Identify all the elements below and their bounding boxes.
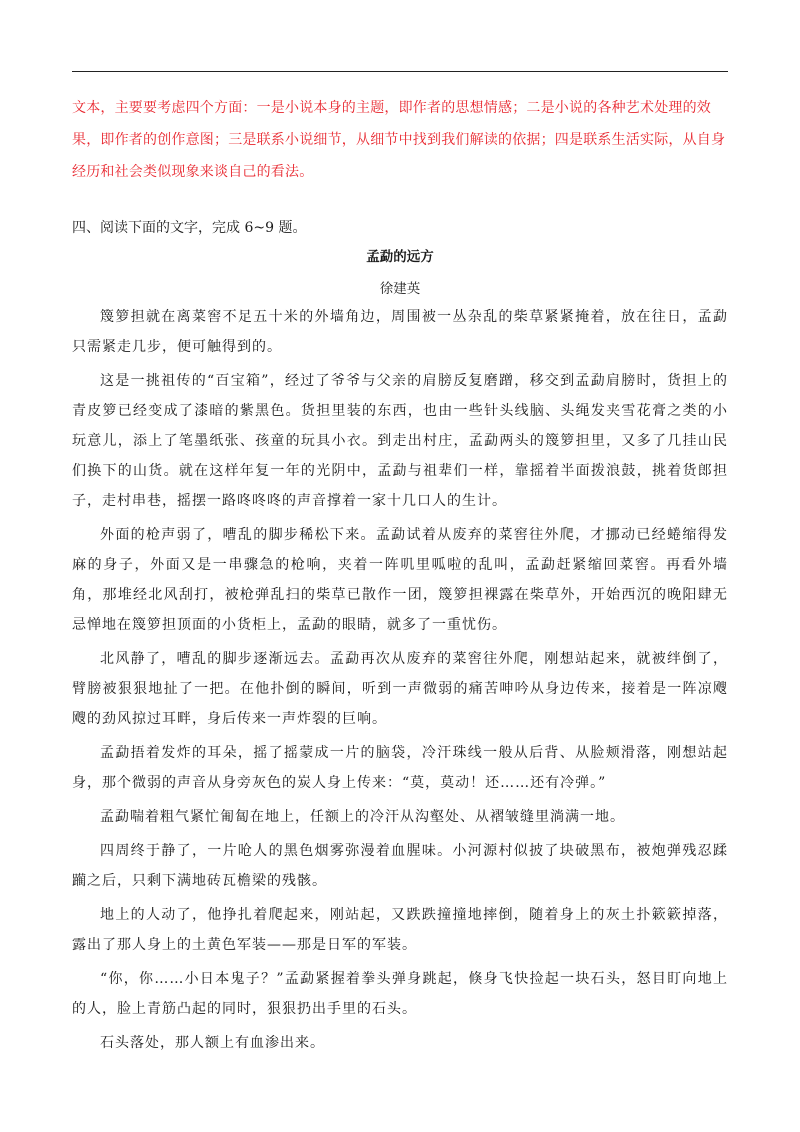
story-paragraph: 篾箩担就在离菜窖不足五十米的外墙角边，周围被一丛杂乱的柴草紧紧掩着，放在往日，孟勐只需紧走几步，便可触得到的。 bbox=[72, 309, 728, 355]
answer-note bbox=[72, 92, 728, 188]
section-heading: 四、阅读下面的文字，完成 6~9 题。 bbox=[72, 220, 307, 236]
story-paragraph: 孟勐捂着发炸的耳朵，摇了摇蒙成一片的脑袋，冷汗珠线一般从后背、从脸颊滑落，刚想站起身，那个微弱的声音从身旁灰色的炭人身上传来：“莫，莫动！还……还有冷弹。” bbox=[72, 745, 728, 791]
story-paragraph: 北风静了，嘈乱的脚步逐渐远去。孟勐再次从废弃的菜窖往外爬，刚想站起来，就被绊倒了，臂膀被狠狠地扯了一把。在他扑倒的瞬间，听到一声微弱的痛苦呻吟从身边传来，接着是一阵凉飕飕的劲风掠过耳畔，身后传来一声炸裂的巨响。 bbox=[72, 651, 728, 727]
header-rule bbox=[72, 71, 728, 72]
answer-line: 果，即作者的创作意图；三是联系小说细节，从细节中找到我们解读的依据；四是联系生活实际，从自身 bbox=[72, 132, 726, 148]
story-paragraph: “你，你……小日本鬼子？”孟勐紧握着拳头弹身跳起，倏身飞快捡起一块石头，怒目盯向地上的人，脸上青筋凸起的同时，狠狠扔出手里的石头。 bbox=[72, 971, 728, 1017]
story-paragraph: 外面的枪声弱了，嘈乱的脚步稀松下来。孟勐试着从废弃的菜窖往外爬，才挪动已经蜷缩得发麻的身子，外面又是一串骤急的枪响，夹着一阵叽里呱啦的乱叫，孟勐赶紧缩回菜窖。再看外墙角，那堆经北风刮打，被枪弹乱扫的柴草已散作一团，篾箩担裸露在柴草外，开始西沉的晚阳肆无忌惮地在篾箩担顶面的小货柜上，孟勐的眼睛，就多了一重忧伤。 bbox=[72, 527, 728, 633]
story-paragraph: 这是一挑祖传的“百宝箱”，经过了爷爷与父亲的肩膀反复磨蹭，移交到孟勐肩膀时，货担上的青皮箩已经变成了漆暗的紫黑色。货担里装的东西，也由一些针头线脑、头绳发夹雪花膏之类的小玩意儿，添上了笔墨纸张、孩童的玩具小衣。到走出村庄，孟勐两头的篾箩担里，又多了几挂山民们换下的山货。就在这样年复一年的光阴中，孟勐与祖辈们一样，靠摇着半面拨浪鼓，挑着货郎担子，走村串巷，摇摆一路咚咚咚的声音撑着一家十几口人的生计。 bbox=[72, 373, 728, 509]
story-author: 徐建英 bbox=[379, 281, 421, 297]
story-paragraph: 孟勐喘着粗气紧忙匍匐在地上，任额上的冷汗从沟壑处、从褶皱缝里淌满一地。 bbox=[100, 809, 625, 825]
story-title: 孟勐的远方 bbox=[366, 249, 434, 265]
answer-line: 文本，主要要考虑四个方面：一是小说本身的主题，即作者的思想情感；二是小说的各种艺术处理的效 bbox=[72, 100, 711, 116]
answer-line: 经历和社会类似现象来谈自己的看法。 bbox=[72, 164, 314, 180]
story-body bbox=[72, 302, 728, 1062]
story-paragraph: 地上的人动了，他挣扎着爬起来，刚站起，又跌跌撞撞地摔倒，随着身上的灰土扑簌簌掉落，露出了那人身上的土黄色军装——那是日军的军装。 bbox=[72, 907, 728, 953]
story-paragraph: 四周终于静了，一片呛人的黑色烟雾弥漫着血腥味。小河源村似披了块破黑布，被炮弹残忍蹂躏之后，只剩下满地砖瓦檐梁的残骸。 bbox=[72, 843, 728, 889]
story-paragraph: 石头落处，那人额上有血渗出来。 bbox=[100, 1035, 325, 1051]
